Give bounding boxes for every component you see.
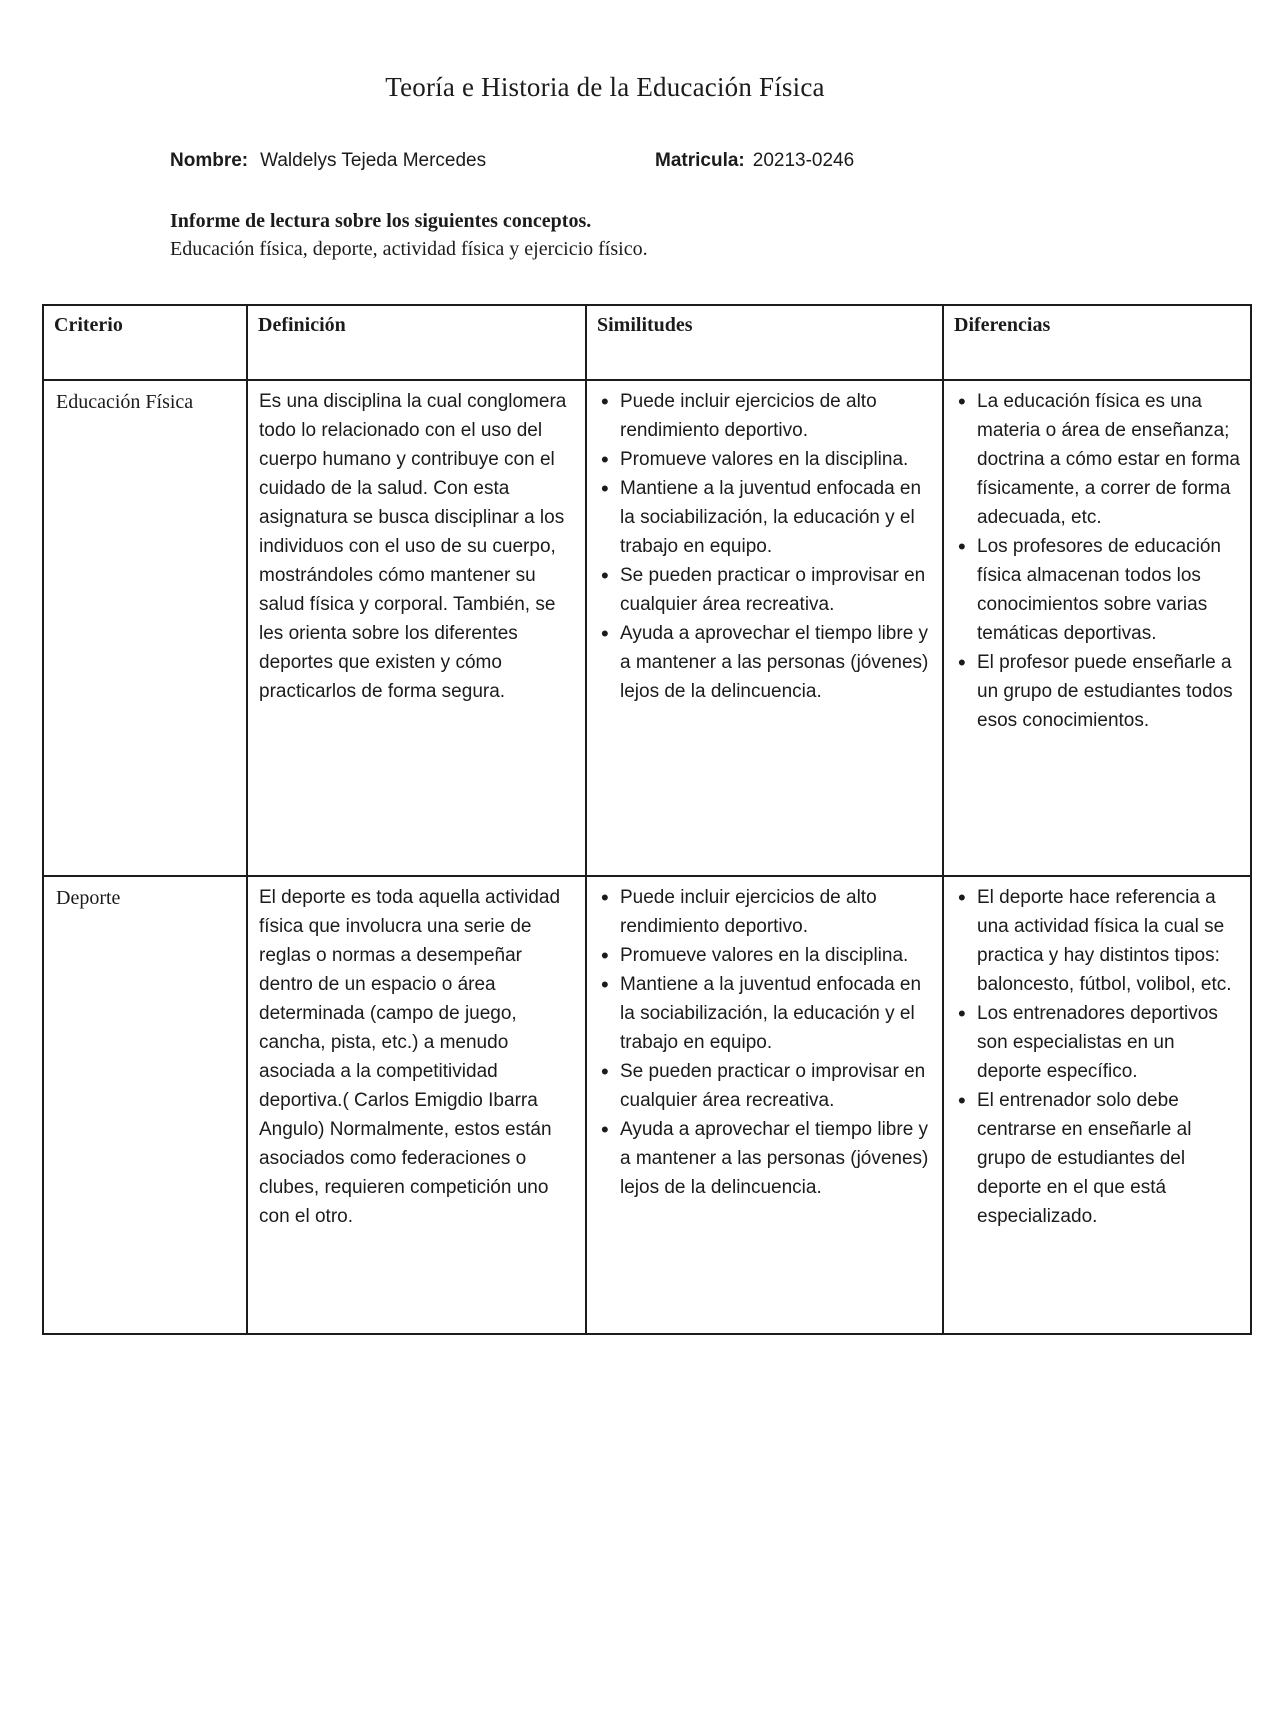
matricula-group — [655, 150, 854, 172]
page-title: Teoría e Historia de la Educación Física — [385, 72, 825, 102]
similitud-item: • Se pueden practicar o improvisar en cualquier área recreativa. — [601, 561, 934, 619]
diferencia-item: • La educación física es una materia o área de enseñanza; doctrina a cómo estar en forma físicamente, a correr de forma adecuada, etc. — [958, 387, 1242, 532]
intro-subheading: Educación física, deporte, actividad física y ejercicio físico. — [170, 238, 648, 260]
nombre-value: Waldelys Tejeda Mercedes — [260, 150, 487, 171]
diferencia-item: • El profesor puede enseñarle a un grupo de estudiantes todos esos conocimientos. — [958, 648, 1242, 735]
similitudes-list — [598, 387, 934, 706]
diferencias-list — [955, 387, 1242, 735]
definicion-cell: Es una disciplina la cual conglomera todo lo relacionado con el uso del cuerpo humano y contribuye con el cuidado de la salud. Con esta asignatura se busca disciplinar a los individuos con el uso de su cuerpo, mostrándoles cómo mantener su salud física y corporal. También, se les orienta sobre los diferentes deportes que existen y cómo practicarlos de forma segura. — [247, 380, 586, 876]
intro-block — [170, 208, 1280, 262]
nombre-label: Nombre: — [170, 150, 249, 171]
document-page — [0, 72, 1280, 1335]
similitud-item: • Ayuda a aprovechar el tiempo libre y a mantener a las personas (jóvenes) lejos de la delincuencia. — [601, 1115, 934, 1202]
diferencia-item: • El entrenador solo debe centrarse en enseñarle al grupo de estudiantes del deporte en el que está especializado. — [958, 1086, 1242, 1231]
similitud-item: • Se pueden practicar o improvisar en cualquier área recreativa. — [601, 1057, 934, 1115]
col-header-criterio: Criterio — [43, 305, 247, 380]
table-row-educacion-fisica — [43, 380, 1251, 876]
col-header-diferencias: Diferencias — [943, 305, 1251, 380]
similitudes-cell — [586, 876, 943, 1334]
similitud-item: • Ayuda a aprovechar el tiempo libre y a mantener a las personas (jóvenes) lejos de la delincuencia. — [601, 619, 934, 706]
table-header-row — [43, 305, 1251, 380]
intro-heading: Informe de lectura sobre los siguientes conceptos. — [170, 210, 592, 232]
similitud-item: • Promueve valores en la disciplina. — [601, 445, 934, 474]
diferencia-item: • El deporte hace referencia a una actividad física la cual se practica y hay distintos tipos: baloncesto, fútbol, volibol, etc. — [958, 883, 1242, 999]
similitud-item: • Mantiene a la juventud enfocada en la sociabilización, la educación y el trabajo en equipo. — [601, 970, 934, 1057]
table-row-deporte — [43, 876, 1251, 1334]
similitud-item: • Promueve valores en la disciplina. — [601, 941, 934, 970]
definicion-cell: El deporte es toda aquella actividad física que involucra una serie de reglas o normas a desempeñar dentro de un espacio o área determinada (campo de juego, cancha, pista, etc.) a menudo asociada a la competitividad deportiva.( Carlos Emigdio Ibarra Angulo) Normalmente, estos están asociados como federaciones o clubes, requieren competición uno con el otro. — [247, 876, 586, 1334]
criterio-cell: Educación Física — [43, 380, 247, 876]
diferencia-item: • Los profesores de educación física almacenan todos los conocimientos sobre varias temáticas deportivas. — [958, 532, 1242, 648]
diferencias-cell — [943, 876, 1251, 1334]
matricula-label: Matricula: — [655, 150, 745, 171]
similitudes-cell — [586, 380, 943, 876]
col-header-definicion: Definición — [247, 305, 586, 380]
similitud-item: • Puede incluir ejercicios de alto rendimiento deportivo. — [601, 387, 934, 445]
similitud-item: • Puede incluir ejercicios de alto rendimiento deportivo. — [601, 883, 934, 941]
matricula-value: 20213-0246 — [752, 150, 855, 171]
col-header-similitudes: Similitudes — [586, 305, 943, 380]
diferencias-list — [955, 883, 1242, 1231]
similitudes-list — [598, 883, 934, 1202]
diferencias-cell — [943, 380, 1251, 876]
diferencia-item: • Los entrenadores deportivos son especialistas en un deporte específico. — [958, 999, 1242, 1086]
concepts-comparison-table — [42, 304, 1252, 1335]
similitud-item: • Mantiene a la juventud enfocada en la sociabilización, la educación y el trabajo en equipo. — [601, 474, 934, 561]
student-info-line — [170, 150, 1280, 172]
criterio-cell: Deporte — [43, 876, 247, 1334]
